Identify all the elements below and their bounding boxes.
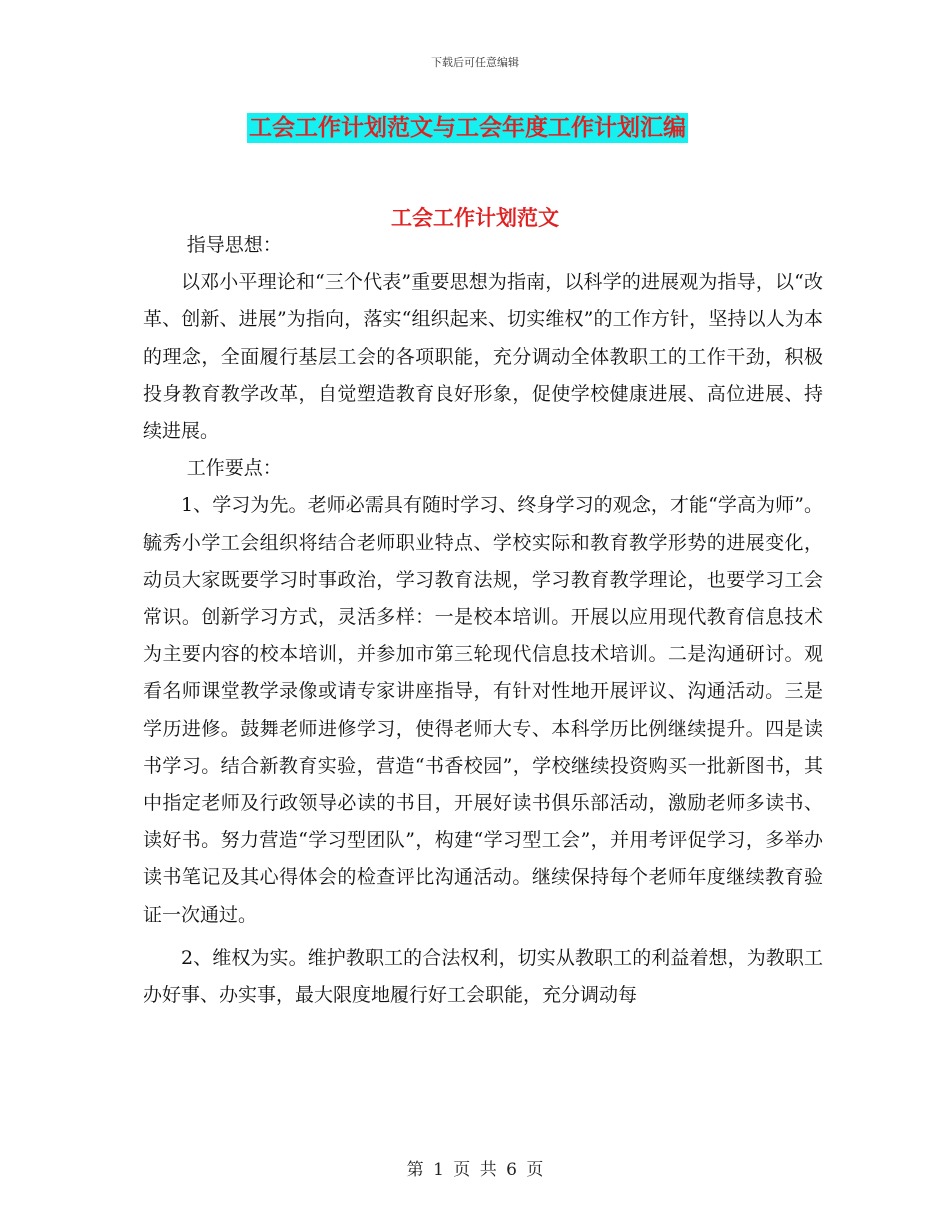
- guiding-paragraph: 以邓小平理论和“三个代表”重要思想为指南，以科学的进展观为指导，以“改革、创新、进展”为指向，落实“组织起来、切实维权”的工作方针，坚持以人为本的理念，全面履行基层工会的各项职能，充分调动全体教职工的工作干劲，积极投身教育教学改革，自觉塑造教育良好形象，促使学校健康进展、高位进展、持续进展。: [143, 271, 823, 443]
- document-title: 工会工作计划范文与工会年度工作计划汇编: [249, 115, 686, 141]
- points-heading: 工作要点：: [186, 457, 282, 480]
- point-2-paragraph: 2、维权为实。维护教职工的合法权利，切实从教职工的利益着想，为教职工办好事、办实事，最大限度地履行好工会职能，充分调动每: [143, 946, 823, 1007]
- document-body: [143, 227, 823, 1014]
- header-note: 下载后可任意编辑: [431, 56, 519, 69]
- guiding-heading: 指导思想：: [186, 234, 282, 256]
- page-footer: 第 1 页 共 6 页: [406, 1160, 544, 1180]
- point-1-paragraph: 1、学习为先。老师必需具有随时学习、终身学习的观念，才能“学高为师”。毓秀小学工会组织将结合老师职业特点、学校实际和教育教学形势的进展变化，动员大家既要学习时事政治，学习教育法规，学习教育教学理论，也要学习工会常识。创新学习方式，灵活多样：一是校本培训。开展以应用现代教育信息技术为主要内容的校本培训，并参加市第三轮现代信息技术培训。二是沟通研讨。观看名师课堂教学录像或请专家讲座指导，有针对性地开展评议、沟通活动。三是学历进修。鼓舞老师进修学习，使得老师大专、本科学历比例继续提升。四是读书学习。结合新教育实验，营造“书香校园”，学校继续投资购买一批新图书，其中指定老师及行政领导必读的书目，开展好读书俱乐部活动，激励老师多读书、读好书。努力营造“学习型团队”，构建“学习型工会”，并用考评促学习，多举办读书笔记及其心得体会的检查评比沟通活动。继续保持每个老师年度继续教育验证一次通过。: [143, 494, 823, 926]
- section-title: 工会工作计划范文: [391, 206, 559, 230]
